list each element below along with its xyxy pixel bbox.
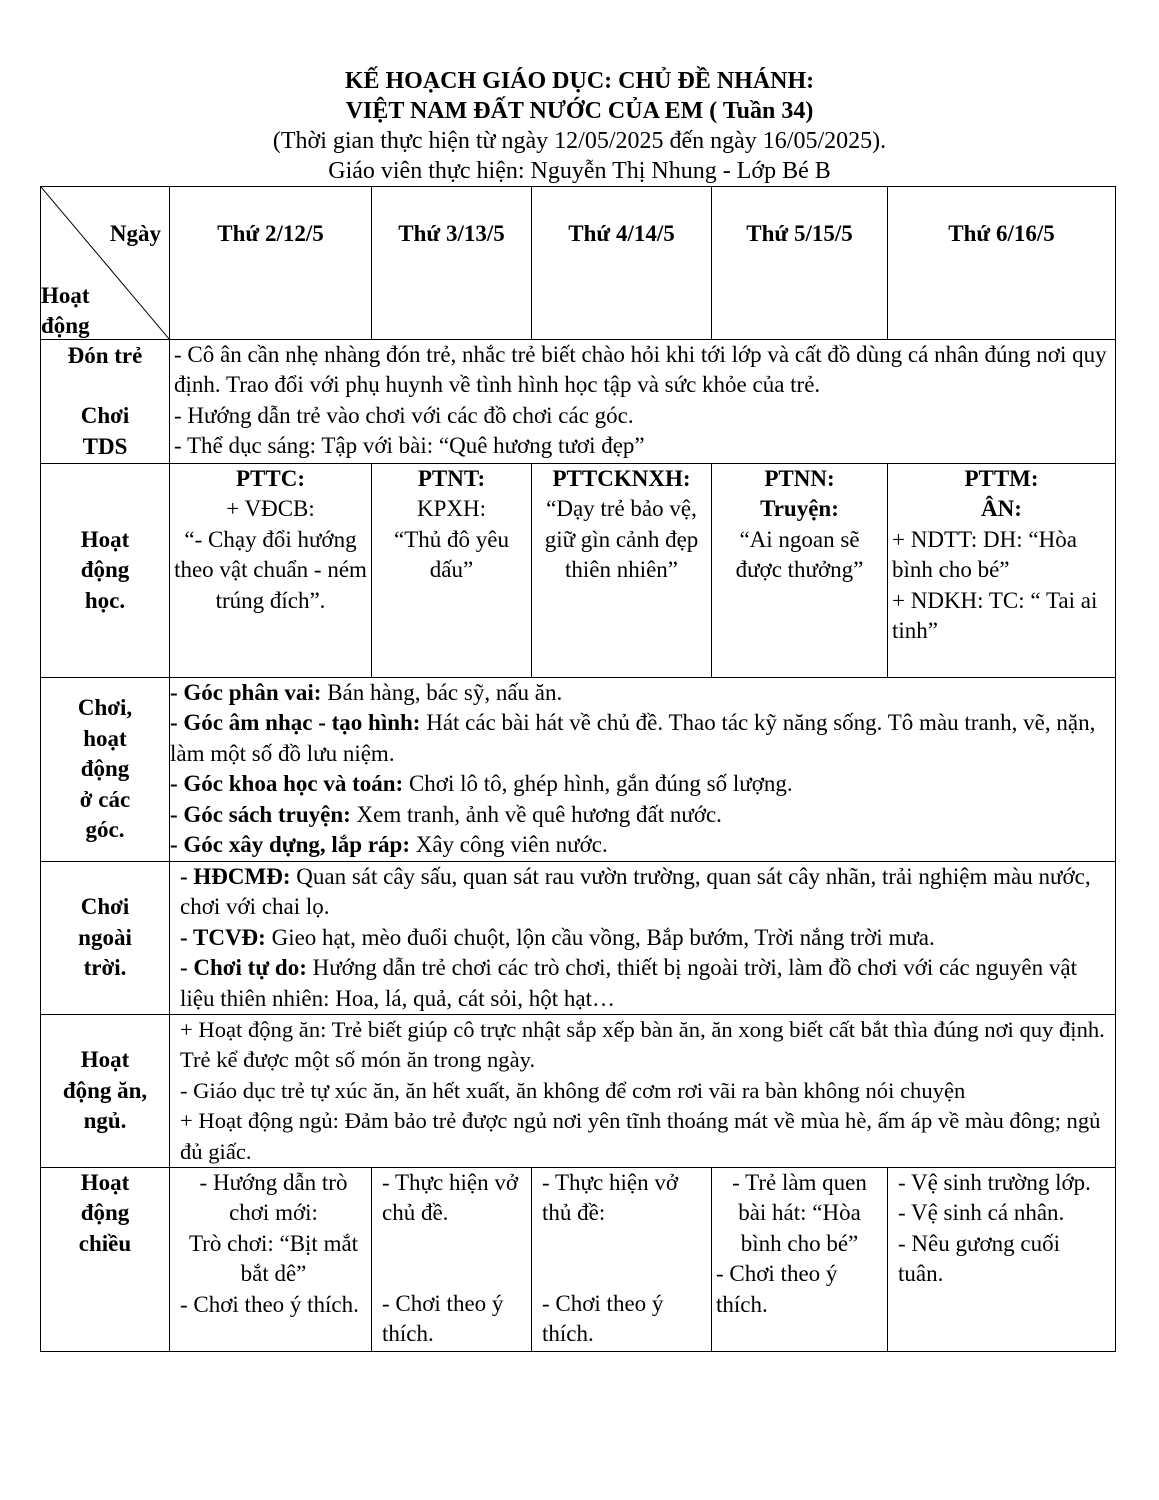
day-header-fri: Thứ 6/16/5 (888, 187, 1116, 340)
ngoai-troi-item: - Chơi tự do: Hướng dẫn trẻ chơi các trò chơi, thiết bị ngoài trời, làm đồ chơi với các nguyên vật liệu thiên nhiên: Hoa, lá, quả, cát sỏi, hột hạt… (180, 955, 1077, 1011)
goc-item: - Góc âm nhạc - tạo hình: Hát các bài hát về chủ đề. Thao tác kỹ năng sống. Tô màu tranh, vẽ, nặn, làm một số đồ lưu niệm. (170, 710, 1096, 766)
corner-activity-label: Hoạt động (41, 283, 90, 338)
chieu-thu: - Trẻ làm quen bài hát: “Hòa bình cho bé” - Chơi theo ý thích. (712, 1168, 888, 1352)
label-ngoai-troi: Chơi ngoài trời. (41, 862, 170, 1015)
goc-item: - Góc phân vai: Bán hàng, bác sỹ, nấu ăn. (170, 680, 563, 705)
goc-item: - Góc xây dựng, lắp ráp: Xây công viên nước. (170, 832, 608, 858)
doc-teacher: Giáo viên thực hiện: Nguyễn Thị Nhung - Lớp Bé B (328, 158, 831, 184)
label-hoat-dong-goc: Chơi, hoạt động ở các góc. (41, 678, 170, 862)
hoc-tue: PTNT: KPXH: “Thủ đô yêu dấu” (372, 464, 532, 678)
label-hoat-dong-hoc: Hoạt động học. (41, 464, 170, 678)
row-hoat-dong-hoc (41, 464, 1116, 678)
hoc-wed: PTTCKNXH: “Dạy trẻ bảo vệ, giữ gìn cảnh đẹp thiên nhiên” (532, 464, 712, 678)
day-header-tue: Thứ 3/13/5 (372, 187, 532, 340)
day-header-thu: Thứ 5/15/5 (712, 187, 888, 340)
row-don-tre (41, 340, 1116, 464)
content-don-tre: - Cô ân cần nhẹ nhàng đón trẻ, nhắc trẻ biết chào hỏi khi tới lớp và cất đồ dùng cá nhân đúng nơi quy định. Trao đổi với phụ huynh về tình hình học tập và sức khỏe của trẻ. - Hướng dẫn trẻ vào chơi với các đồ chơi các góc. - Thể dục sáng: Tập với bài: “Quê hương tươi đẹp” (170, 340, 1116, 464)
day-header-wed: Thứ 4/14/5 (532, 187, 712, 340)
day-header-mon: Thứ 2/12/5 (170, 187, 372, 340)
goc-item: - Góc sách truyện: Xem tranh, ảnh về quê hương đất nước. (170, 801, 722, 827)
corner-cell (41, 187, 170, 340)
label-an-ngu: Hoạt động ăn, ngủ. (41, 1015, 170, 1168)
header-row (41, 187, 1116, 340)
ngoai-troi-item: - TCVĐ: Gieo hạt, mèo đuổi chuột, lộn cầu vồng, Bắp bướm, Trời nắng trời mưa. (180, 924, 935, 950)
chieu-mon: - Hướng dẫn trò chơi mới: Trò chơi: “Bịt mắt bắt dê” - Chơi theo ý thích. (170, 1168, 372, 1352)
hoc-fri: PTTM: ÂN: + NDTT: DH: “Hòa bình cho bé” + NDKH: TC: “ Tai ai tinh” (888, 464, 1116, 678)
corner-day-label: Ngày (109, 221, 161, 246)
content-hoat-dong-goc (170, 678, 1116, 862)
chieu-tue: - Thực hiện vở chủ đề. - Chơi theo ý thích. (372, 1168, 532, 1352)
row-an-ngu (41, 1015, 1116, 1168)
doc-period: (Thời gian thực hiện từ ngày 12/05/2025 đến ngày 16/05/2025). (272, 128, 887, 154)
row-ngoai-troi (41, 862, 1116, 1015)
label-don-tre: Đón trẻ Chơi TDS (41, 340, 170, 464)
doc-title-line1: KẾ HOẠCH GIÁO DỤC: CHỦ ĐỀ NHÁNH: (344, 68, 815, 94)
chieu-fri: - Vệ sinh trường lớp. - Vệ sinh cá nhân. - Nêu gương cuối tuân. (888, 1168, 1116, 1352)
goc-item: - Góc khoa học và toán: Chơi lô tô, ghép hình, gắn đúng số lượng. (170, 771, 793, 797)
hoc-thu: PTNN: Truyện: “Ai ngoan sẽ được thưởng” (712, 464, 888, 678)
doc-title-line2: VIỆT NAM ĐẤT NƯỚC CỦA EM ( Tuần 34) (345, 98, 814, 124)
plan-table (40, 186, 1116, 1352)
content-an-ngu: + Hoạt động ăn: Trẻ biết giúp cô trực nhật sắp xếp bàn ăn, ăn xong biết cất bắt thìa đúng nơi quy định. Trẻ kể được một số món ăn trong ngày. - Giáo dục trẻ tự xúc ăn, ăn hết xuất, ăn không để cơm rơi vãi ra bàn không nói chuyện + Hoạt động ngủ: Đảm bảo trẻ được ngủ nơi yên tĩnh thoáng mát về mùa hè, ấm áp về màu đông; ngủ đủ giấc. (170, 1015, 1116, 1168)
content-ngoai-troi (170, 862, 1116, 1015)
hoc-mon: PTTC: + VĐCB: “- Chạy đổi hướng theo vật chuẩn - ném trúng đích”. (170, 464, 372, 678)
chieu-wed: - Thực hiện vở thủ đề: - Chơi theo ý thích. (532, 1168, 712, 1352)
row-hoat-dong-goc (41, 678, 1116, 862)
ngoai-troi-item: - HĐCMĐ: Quan sát cây sấu, quan sát rau vườn trường, quan sát cây nhãn, trải nghiệm màu nước, chơi với chai lọ. (180, 864, 1091, 920)
label-hoat-dong-chieu: Hoạt động chiều (41, 1168, 170, 1352)
row-hoat-dong-chieu (41, 1168, 1116, 1352)
